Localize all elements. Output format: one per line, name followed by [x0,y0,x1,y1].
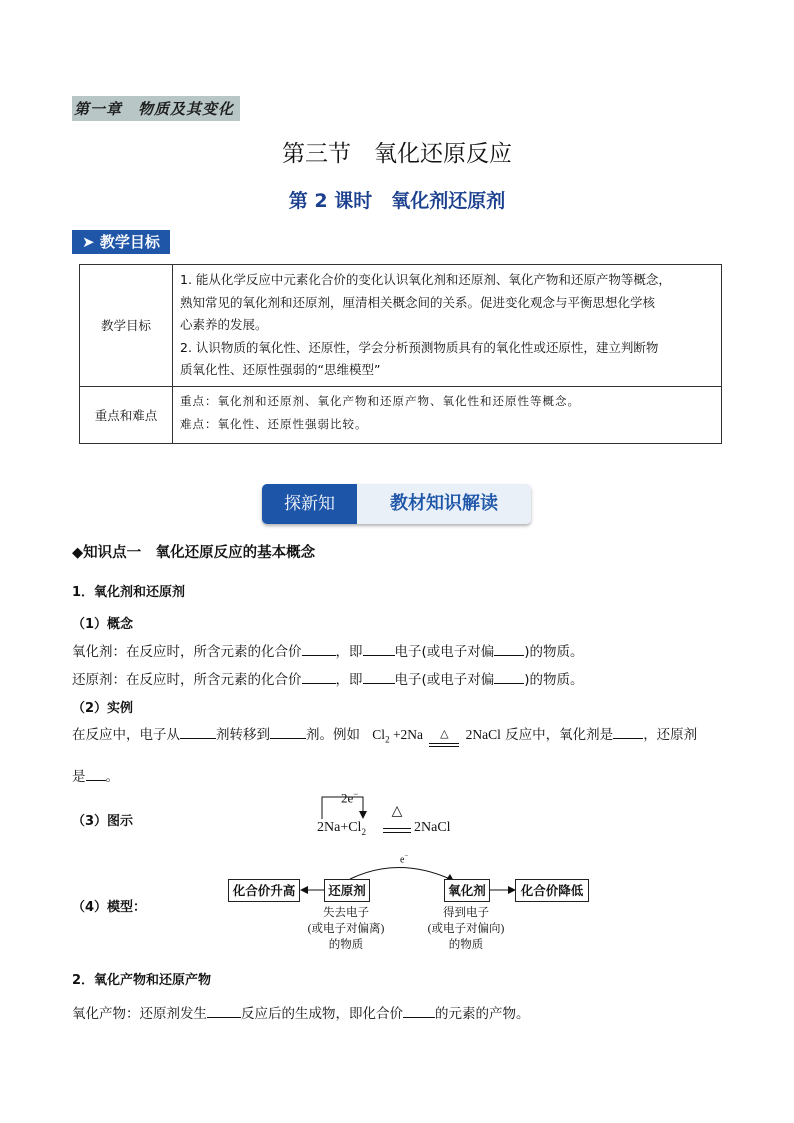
section-title: 第三节 氧化还原反应 [282,141,512,167]
goals-head-cell: 教学目标 [80,265,173,387]
superscript: − [404,852,409,860]
text-span: 在反应中，电子从 [72,727,180,743]
fill-blank [86,766,106,781]
goals-table [79,264,722,444]
concept-label: （1）概念 [72,617,134,632]
fill-blank [613,724,643,739]
example-label: （2）实例 [72,701,134,716]
section-banner [262,484,531,524]
model-electron-label [400,852,408,865]
text-span: 剂转移到 [216,727,270,743]
reductant-box: 还原剂 [324,879,370,902]
delta-icon: △ [440,726,449,740]
oxidation-product-definition [72,1002,530,1022]
delta-icon: △ [391,803,403,819]
table-row [80,265,722,387]
key-line: 难点：氧化性、还原性强弱比较。 [180,416,368,431]
text-span: 还原剂：在反应时，所含元素的化合价 [72,672,302,688]
text-span: 是 [72,769,86,785]
text-span: e [400,854,405,866]
reductant-definition [72,668,584,688]
text-span: ，即 [335,644,363,660]
desc-line: (或电子对偏向) [427,923,505,935]
transfer-electron-label [341,789,358,806]
text-span: 反应后的生成物，即化合价 [241,1006,403,1022]
model-diagram [228,852,590,954]
electron-transfer-diagram [317,789,457,839]
fill-blank [403,1003,435,1018]
banner-right: 教材知识解读 [357,484,531,524]
fill-blank [302,641,336,656]
desc-line: (或电子对偏离) [307,923,385,935]
desc-line: 的物质 [328,939,364,951]
table-row [80,386,722,443]
fill-blank [180,724,216,739]
subscript: 2 [385,734,390,745]
section-1-title: 1．氧化剂和还原剂 [72,585,186,600]
desc-line: 得到电子 [443,907,489,919]
fill-blank [494,669,524,684]
goals-badge-label: 教学目标 [99,233,160,251]
diagram-products: 2NaCl [414,820,451,835]
text-span: 氧化剂：在反应时，所含元素的化合价 [72,644,302,660]
fill-blank [363,669,395,684]
example-text-cont [72,765,119,785]
valence-down-box: 化合价降低 [515,879,589,902]
text-span: 剂。例如 [306,727,360,743]
text-span: )的物质。 [524,644,584,660]
text-span: 电子(或电子对偏 [394,644,495,660]
formula-cl [372,727,424,745]
text-span: 2e [341,790,354,806]
fill-blank [270,724,306,739]
text-span: 2Na+Cl [317,820,362,835]
goals-badge [72,230,170,254]
knowledge-point-title: ◆知识点一 氧化还原反应的基本概念 [72,545,316,561]
diagram-reactants [317,820,366,837]
valence-up-box: 化合价升高 [228,879,300,902]
heat-sign [427,727,461,745]
goal-line: 2. 认识物质的氧化性、还原性，学会分析预测物质具有的氧化性或还原性，建立判断物 [180,339,659,355]
text-span: 的元素的产物。 [435,1006,530,1022]
lesson-title: 第 2 课时 氧化剂还原剂 [288,190,506,212]
oxidant-definition [72,640,584,660]
goals-content-cell [173,265,722,387]
goal-line: 心素养的发展。 [180,317,268,332]
diagram-label: （3）图示 [72,814,134,829]
superscript: − [353,789,359,799]
text-span: )的物质。 [524,672,584,688]
subscript: 2 [361,826,366,837]
key-content-cell [173,386,722,443]
text-span: 电子(或电子对偏 [394,672,495,688]
example-text [72,723,697,745]
section-2-title: 2．氧化产物和还原产物 [72,973,212,988]
text-span: 。 [105,769,119,785]
oxidant-description [408,905,524,953]
text-span: +2Na [389,727,424,742]
fill-blank [302,669,336,684]
formula-nacl: 2NaCl [465,727,501,742]
model-label: （4）模型： [72,900,147,915]
oxidant-box: 氧化剂 [444,879,490,902]
goal-line: 质氧化性、还原性强弱的“思维模型” [180,362,381,377]
text-span: ，还原剂 [643,727,698,743]
text-span: Cl [372,727,386,742]
text-span: 反应中，氧化剂是 [500,727,614,743]
text-span: 氧化产物：还原剂发生 [72,1006,207,1022]
chapter-heading: 第一章 物质及其变化 [72,96,240,121]
key-line: 重点：氧化剂和还原剂、氧化产物和还原产物、氧化性和还原性等概念。 [180,393,580,408]
desc-line: 失去电子 [323,907,369,919]
arrow-icon: ➤ [82,233,95,251]
desc-line: 的物质 [448,939,484,951]
banner-left: 探新知 [262,484,357,524]
text-span: ，即 [335,672,363,688]
key-head-cell: 重点和难点 [80,386,173,443]
fill-blank [494,641,524,656]
goal-line: 熟知常见的氧化剂和还原剂，厘清相关概念间的关系。促进变化观念与平衡思想化学核 [180,294,656,310]
fill-blank [363,641,395,656]
goal-line: 1. 能从化学反应中元素化合价的变化认识氧化剂和还原剂、氧化产物和还原产物等概念， [180,272,671,287]
fill-blank [207,1003,241,1018]
reductant-description [288,905,404,953]
